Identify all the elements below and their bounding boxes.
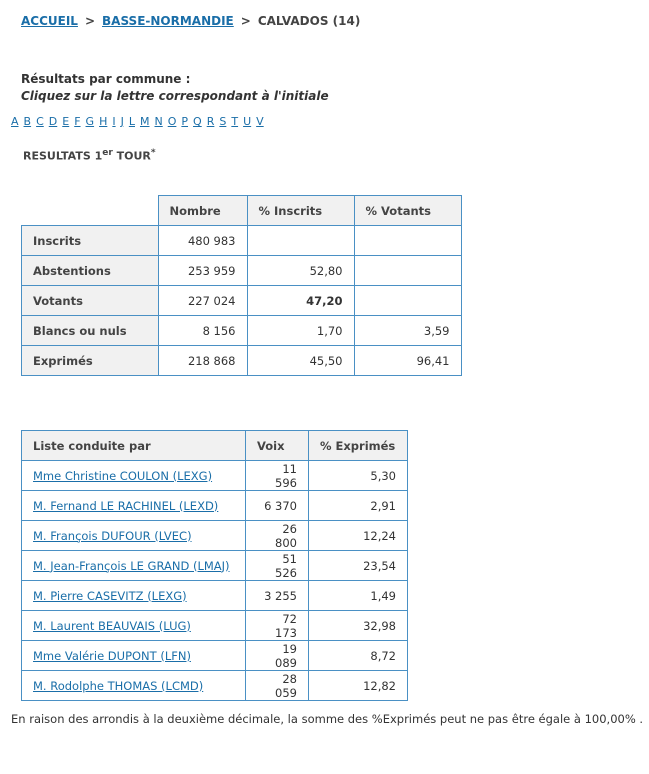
voix-cell: 19 089 xyxy=(246,641,309,671)
voix-cell: 26 800 xyxy=(246,521,309,551)
summary-corner-cell xyxy=(22,196,159,226)
breadcrumb xyxy=(21,14,360,28)
list-leader-link[interactable]: M. Rodolphe THOMAS (LCMD) xyxy=(33,678,204,693)
list-leader-link[interactable]: M. Jean-François LE GRAND (LMAJ) xyxy=(33,558,230,573)
column-header-nombre: Nombre xyxy=(158,196,247,226)
alphabet-letter-link[interactable]: I xyxy=(112,115,116,128)
alphabet-letter-link[interactable]: N xyxy=(154,115,163,128)
voix-cell: 6 370 xyxy=(246,491,309,521)
list-leader-link[interactable]: M. François DUFOUR (LVEC) xyxy=(33,528,192,543)
list-row xyxy=(22,551,408,581)
voix-cell: 51 526 xyxy=(246,551,309,581)
list-leader-cell xyxy=(22,521,246,551)
list-row xyxy=(22,581,408,611)
nombre-cell: 218 868 xyxy=(158,346,247,376)
lists-table xyxy=(21,430,408,701)
pct-exprimes-cell: 32,98 xyxy=(309,611,408,641)
pct-votants-cell xyxy=(354,226,461,256)
alphabet-letter-link[interactable]: E xyxy=(62,115,70,128)
alphabet-letter-link[interactable]: U xyxy=(243,115,252,128)
pct-exprimes-cell: 12,82 xyxy=(309,671,408,701)
voix-cell: 3 255 xyxy=(246,581,309,611)
alphabet-index xyxy=(11,115,269,128)
column-header-pct-exprimes: % Exprimés xyxy=(309,431,408,461)
pct-inscrits-cell: 47,20 xyxy=(247,286,354,316)
list-leader-cell xyxy=(22,671,246,701)
alphabet-letter-link[interactable]: C xyxy=(36,115,44,128)
pct-exprimes-cell: 2,91 xyxy=(309,491,408,521)
voix-cell: 28 059 xyxy=(246,671,309,701)
nombre-cell: 253 959 xyxy=(158,256,247,286)
list-row xyxy=(22,641,408,671)
list-leader-link[interactable]: Mme Christine COULON (LEXG) xyxy=(33,468,213,483)
alphabet-letter-link[interactable]: D xyxy=(48,115,58,128)
summary-row xyxy=(22,256,462,286)
pct-exprimes-cell: 1,49 xyxy=(309,581,408,611)
alphabet-letter-link[interactable]: T xyxy=(231,115,239,128)
alphabet-letter-link[interactable]: G xyxy=(85,115,95,128)
pct-exprimes-cell: 8,72 xyxy=(309,641,408,671)
alphabet-letter-link[interactable]: P xyxy=(181,115,189,128)
column-header-pct-inscrits: % Inscrits xyxy=(247,196,354,226)
pct-inscrits-cell: 45,50 xyxy=(247,346,354,376)
list-leader-cell xyxy=(22,461,246,491)
list-leader-cell xyxy=(22,551,246,581)
pct-inscrits-cell: 52,80 xyxy=(247,256,354,286)
alphabet-letter-link[interactable]: O xyxy=(167,115,177,128)
voix-cell: 11 596 xyxy=(246,461,309,491)
column-header-pct-votants: % Votants xyxy=(354,196,461,226)
list-row xyxy=(22,521,408,551)
breadcrumb-current: CALVADOS (14) xyxy=(257,14,361,28)
list-row xyxy=(22,611,408,641)
alphabet-letter-link[interactable]: F xyxy=(74,115,81,128)
breadcrumb-separator: > xyxy=(240,14,251,28)
breadcrumb-separator: > xyxy=(84,14,96,28)
alphabet-letter-link[interactable]: V xyxy=(256,115,264,128)
pct-votants-cell: 3,59 xyxy=(354,316,461,346)
list-leader-cell xyxy=(22,641,246,671)
results-round-title: RESULTATS 1er TOUR* xyxy=(23,148,156,163)
results-by-commune-heading: Résultats par commune : xyxy=(21,72,191,86)
intro-text xyxy=(21,71,329,105)
alphabet-letter-link[interactable]: J xyxy=(120,115,124,128)
summary-row-label: Votants xyxy=(22,286,159,316)
list-leader-link[interactable]: M. Laurent BEAUVAIS (LUG) xyxy=(33,618,191,633)
nombre-cell: 480 983 xyxy=(158,226,247,256)
breadcrumb-home-link[interactable]: ACCUEIL xyxy=(21,14,78,28)
list-leader-cell xyxy=(22,581,246,611)
rounding-footnote: En raison des arrondis à la deuxième décimale, la somme des %Exprimés peut ne pas être égale à 100,00% . xyxy=(11,712,644,726)
alphabet-letter-link[interactable]: R xyxy=(206,115,215,128)
summary-table xyxy=(21,195,462,376)
pct-inscrits-cell xyxy=(247,226,354,256)
summary-row-label: Blancs ou nuls xyxy=(22,316,159,346)
list-row xyxy=(22,461,408,491)
lists-header-row xyxy=(22,431,408,461)
pct-exprimes-cell: 12,24 xyxy=(309,521,408,551)
breadcrumb-region-link[interactable]: BASSE-NORMANDIE xyxy=(102,14,234,28)
summary-header-row xyxy=(22,196,462,226)
summary-row-label: Inscrits xyxy=(22,226,159,256)
alphabet-letter-link[interactable]: B xyxy=(23,115,32,128)
pct-inscrits-cell: 1,70 xyxy=(247,316,354,346)
list-leader-link[interactable]: Mme Valérie DUPONT (LFN) xyxy=(33,648,191,663)
pct-exprimes-cell: 5,30 xyxy=(309,461,408,491)
summary-row xyxy=(22,346,462,376)
summary-row-label: Exprimés xyxy=(22,346,159,376)
summary-row xyxy=(22,226,462,256)
summary-row xyxy=(22,316,462,346)
voix-cell: 72 173 xyxy=(246,611,309,641)
nombre-cell: 8 156 xyxy=(158,316,247,346)
alphabet-letter-link[interactable]: Q xyxy=(193,115,202,128)
list-row xyxy=(22,491,408,521)
alphabet-letter-link[interactable]: A xyxy=(11,115,19,128)
letter-instruction: Cliquez sur la lettre correspondant à l'initiale xyxy=(21,89,329,103)
summary-row-label: Abstentions xyxy=(22,256,159,286)
pct-votants-cell: 96,41 xyxy=(354,346,461,376)
alphabet-letter-link[interactable]: M xyxy=(139,115,150,128)
list-leader-cell xyxy=(22,611,246,641)
column-header-voix: Voix xyxy=(246,431,309,461)
alphabet-letter-link[interactable]: S xyxy=(219,115,227,128)
list-row xyxy=(22,671,408,701)
list-leader-cell xyxy=(22,491,246,521)
alphabet-letter-link[interactable]: H xyxy=(99,115,108,128)
pct-votants-cell xyxy=(354,256,461,286)
list-leader-link[interactable]: M. Pierre CASEVITZ (LEXG) xyxy=(33,588,187,603)
nombre-cell: 227 024 xyxy=(158,286,247,316)
list-leader-link[interactable]: M. Fernand LE RACHINEL (LEXD) xyxy=(33,498,219,513)
summary-row xyxy=(22,286,462,316)
alphabet-letter-link[interactable]: L xyxy=(128,115,135,128)
pct-exprimes-cell: 23,54 xyxy=(309,551,408,581)
column-header-liste: Liste conduite par xyxy=(22,431,246,461)
pct-votants-cell xyxy=(354,286,461,316)
